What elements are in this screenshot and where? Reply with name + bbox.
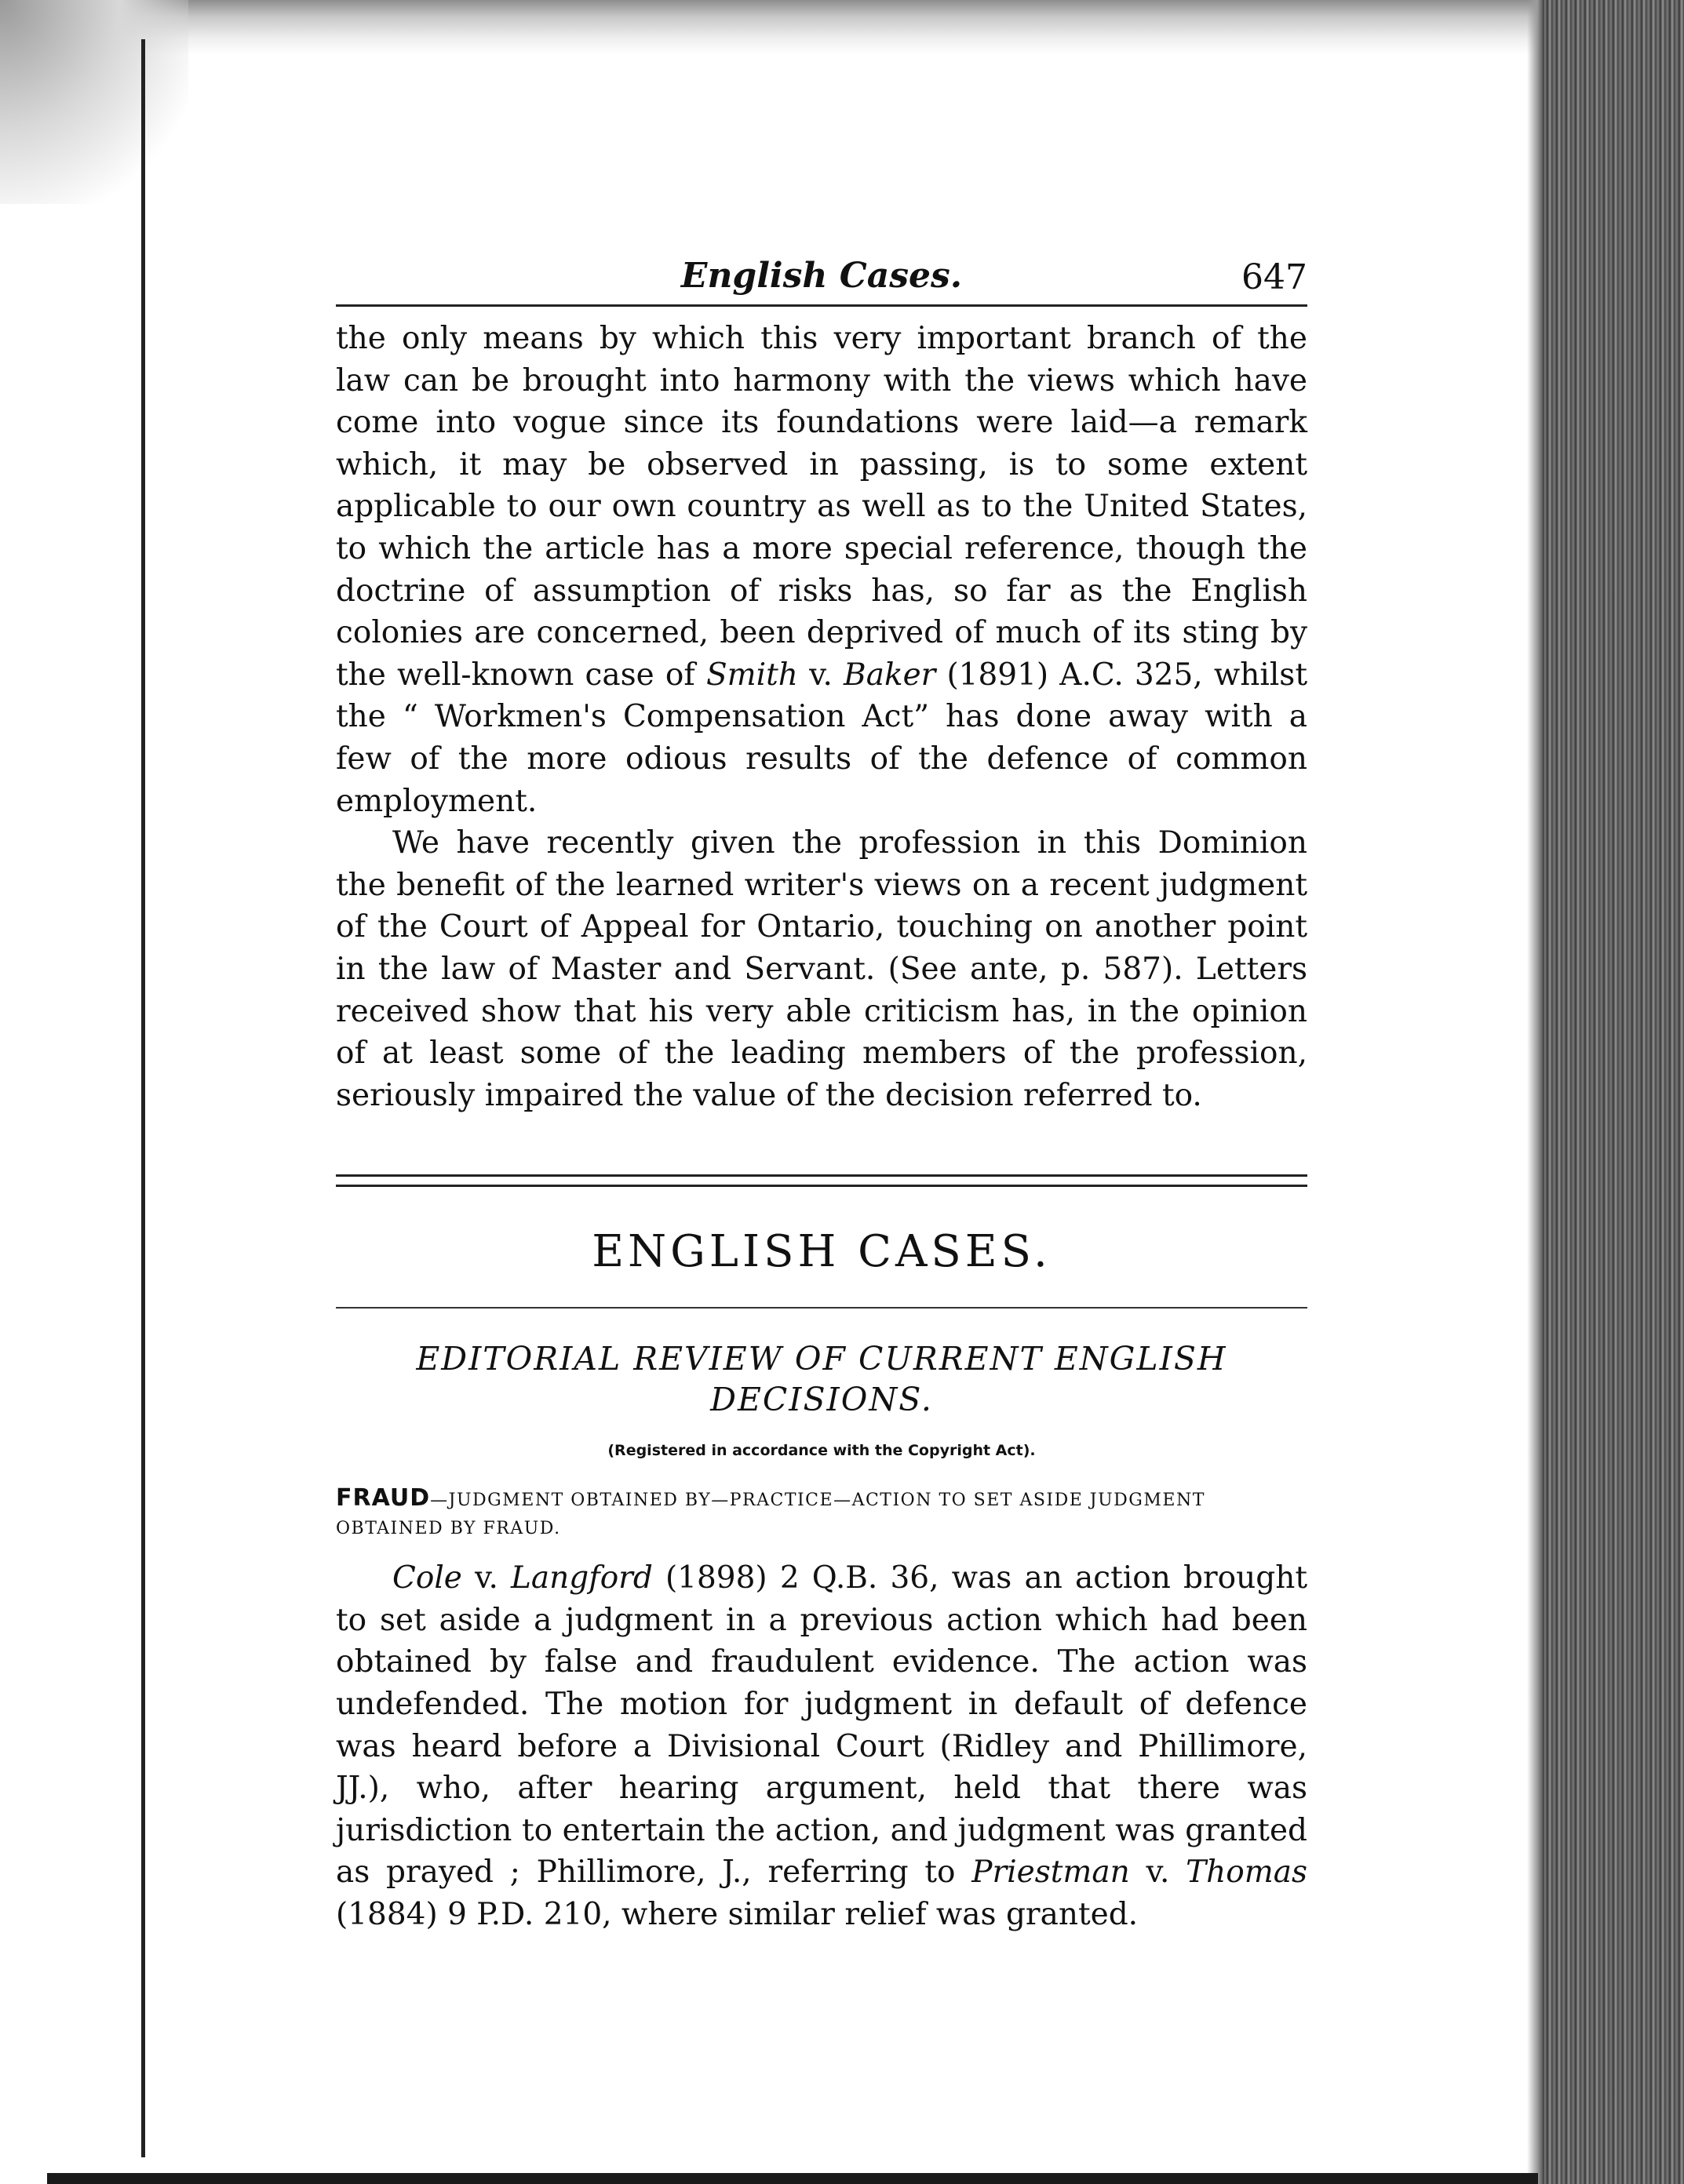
case-name-smith: Smith <box>705 657 798 693</box>
paragraph-text: the only means by which this very important branch of the law can be brought into harmony with the views which have come into vogue since its foundations were laid—a remark which, it may be observed in passing, is to some extent applicable to our own country as well as to the United States, to which the article has a more special reference, though the doctrine of assumption of risks has, so far as the English colonies are concerned, been deprived of much of its sting by the well-known case of <box>336 321 1307 693</box>
case-name-thomas: Thomas <box>1186 1855 1307 1891</box>
scan-bottom-edge <box>47 2173 1538 2184</box>
case-name-langford: Langford <box>511 1560 653 1596</box>
paragraph-continuation <box>336 318 1307 822</box>
case-text: (1898) 2 Q.B. 36, was an action brought to set aside a judgment in a previous action which had been obtained by false and fraudulent evidence. The action was undefended. The motion for judgment in default of defence was heard before a Divisional Court (Ridley and Phillimore, JJ.), who, after hearing argument, held that there was jurisdiction to entertain the action, and judgment was granted as prayed ; Phillimore, J., referring to <box>336 1560 1307 1891</box>
versus: v. <box>461 1560 512 1596</box>
page-number: 647 <box>1241 257 1307 297</box>
section-title: ENGLISH CASES. <box>592 1226 1052 1278</box>
paragraph-dominion: We have recently given the profession in this Dominion the benefit of the learned writer's views on a recent judgment of the Court of Appeal for Ontario, touching on another point in the law of Master and Servant. (See ante, p. 587). Letters received show that his very able criticism has, in the opinion of at least some of the leading members of the profession, seriously impaired the value of the decision referred to. <box>336 825 1307 1113</box>
paragraph-text-tail: (1891) A.C. 325, whilst the “ Workmen's Compensation Act” has done away with a few of the more odious results of the defence of common employment. <box>336 657 1307 819</box>
rule-divider <box>336 1307 1307 1309</box>
running-title: English Cases. <box>680 256 963 296</box>
scan-book-spine <box>1543 0 1684 2184</box>
case-paragraph <box>336 1557 1307 1935</box>
scan-page-edge <box>1527 0 1544 2184</box>
page <box>336 251 1307 1936</box>
headnote-text: —JUDGMENT OBTAINED BY—PRACTICE—ACTION TO SET ASIDE JUDGMENT OBTAINED BY FRAUD. <box>336 1491 1205 1539</box>
case-name-priestman: Priestman <box>971 1855 1130 1891</box>
versus: v. <box>1129 1855 1186 1891</box>
case-text-tail: (1884) 9 P.D. 210, where similar relief was granted. <box>336 1897 1139 1933</box>
running-head <box>336 251 1307 307</box>
scan-binding-line <box>141 39 145 2157</box>
case-name-baker: Baker <box>844 657 936 693</box>
case-name-cole: Cole <box>392 1560 462 1596</box>
scan-shadow-left-corner <box>0 0 188 204</box>
scan-shadow-top <box>0 0 1538 55</box>
versus: v. <box>797 657 844 693</box>
review-title: EDITORIAL REVIEW OF CURRENT ENGLISH DECISIONS. <box>416 1340 1227 1419</box>
headnote-keyword: FRAUD <box>336 1484 431 1512</box>
copyright-note: (Registered in accordance with the Copyright Act). <box>607 1442 1036 1460</box>
double-rule-divider <box>336 1174 1307 1187</box>
case-headnote <box>336 1484 1307 1543</box>
